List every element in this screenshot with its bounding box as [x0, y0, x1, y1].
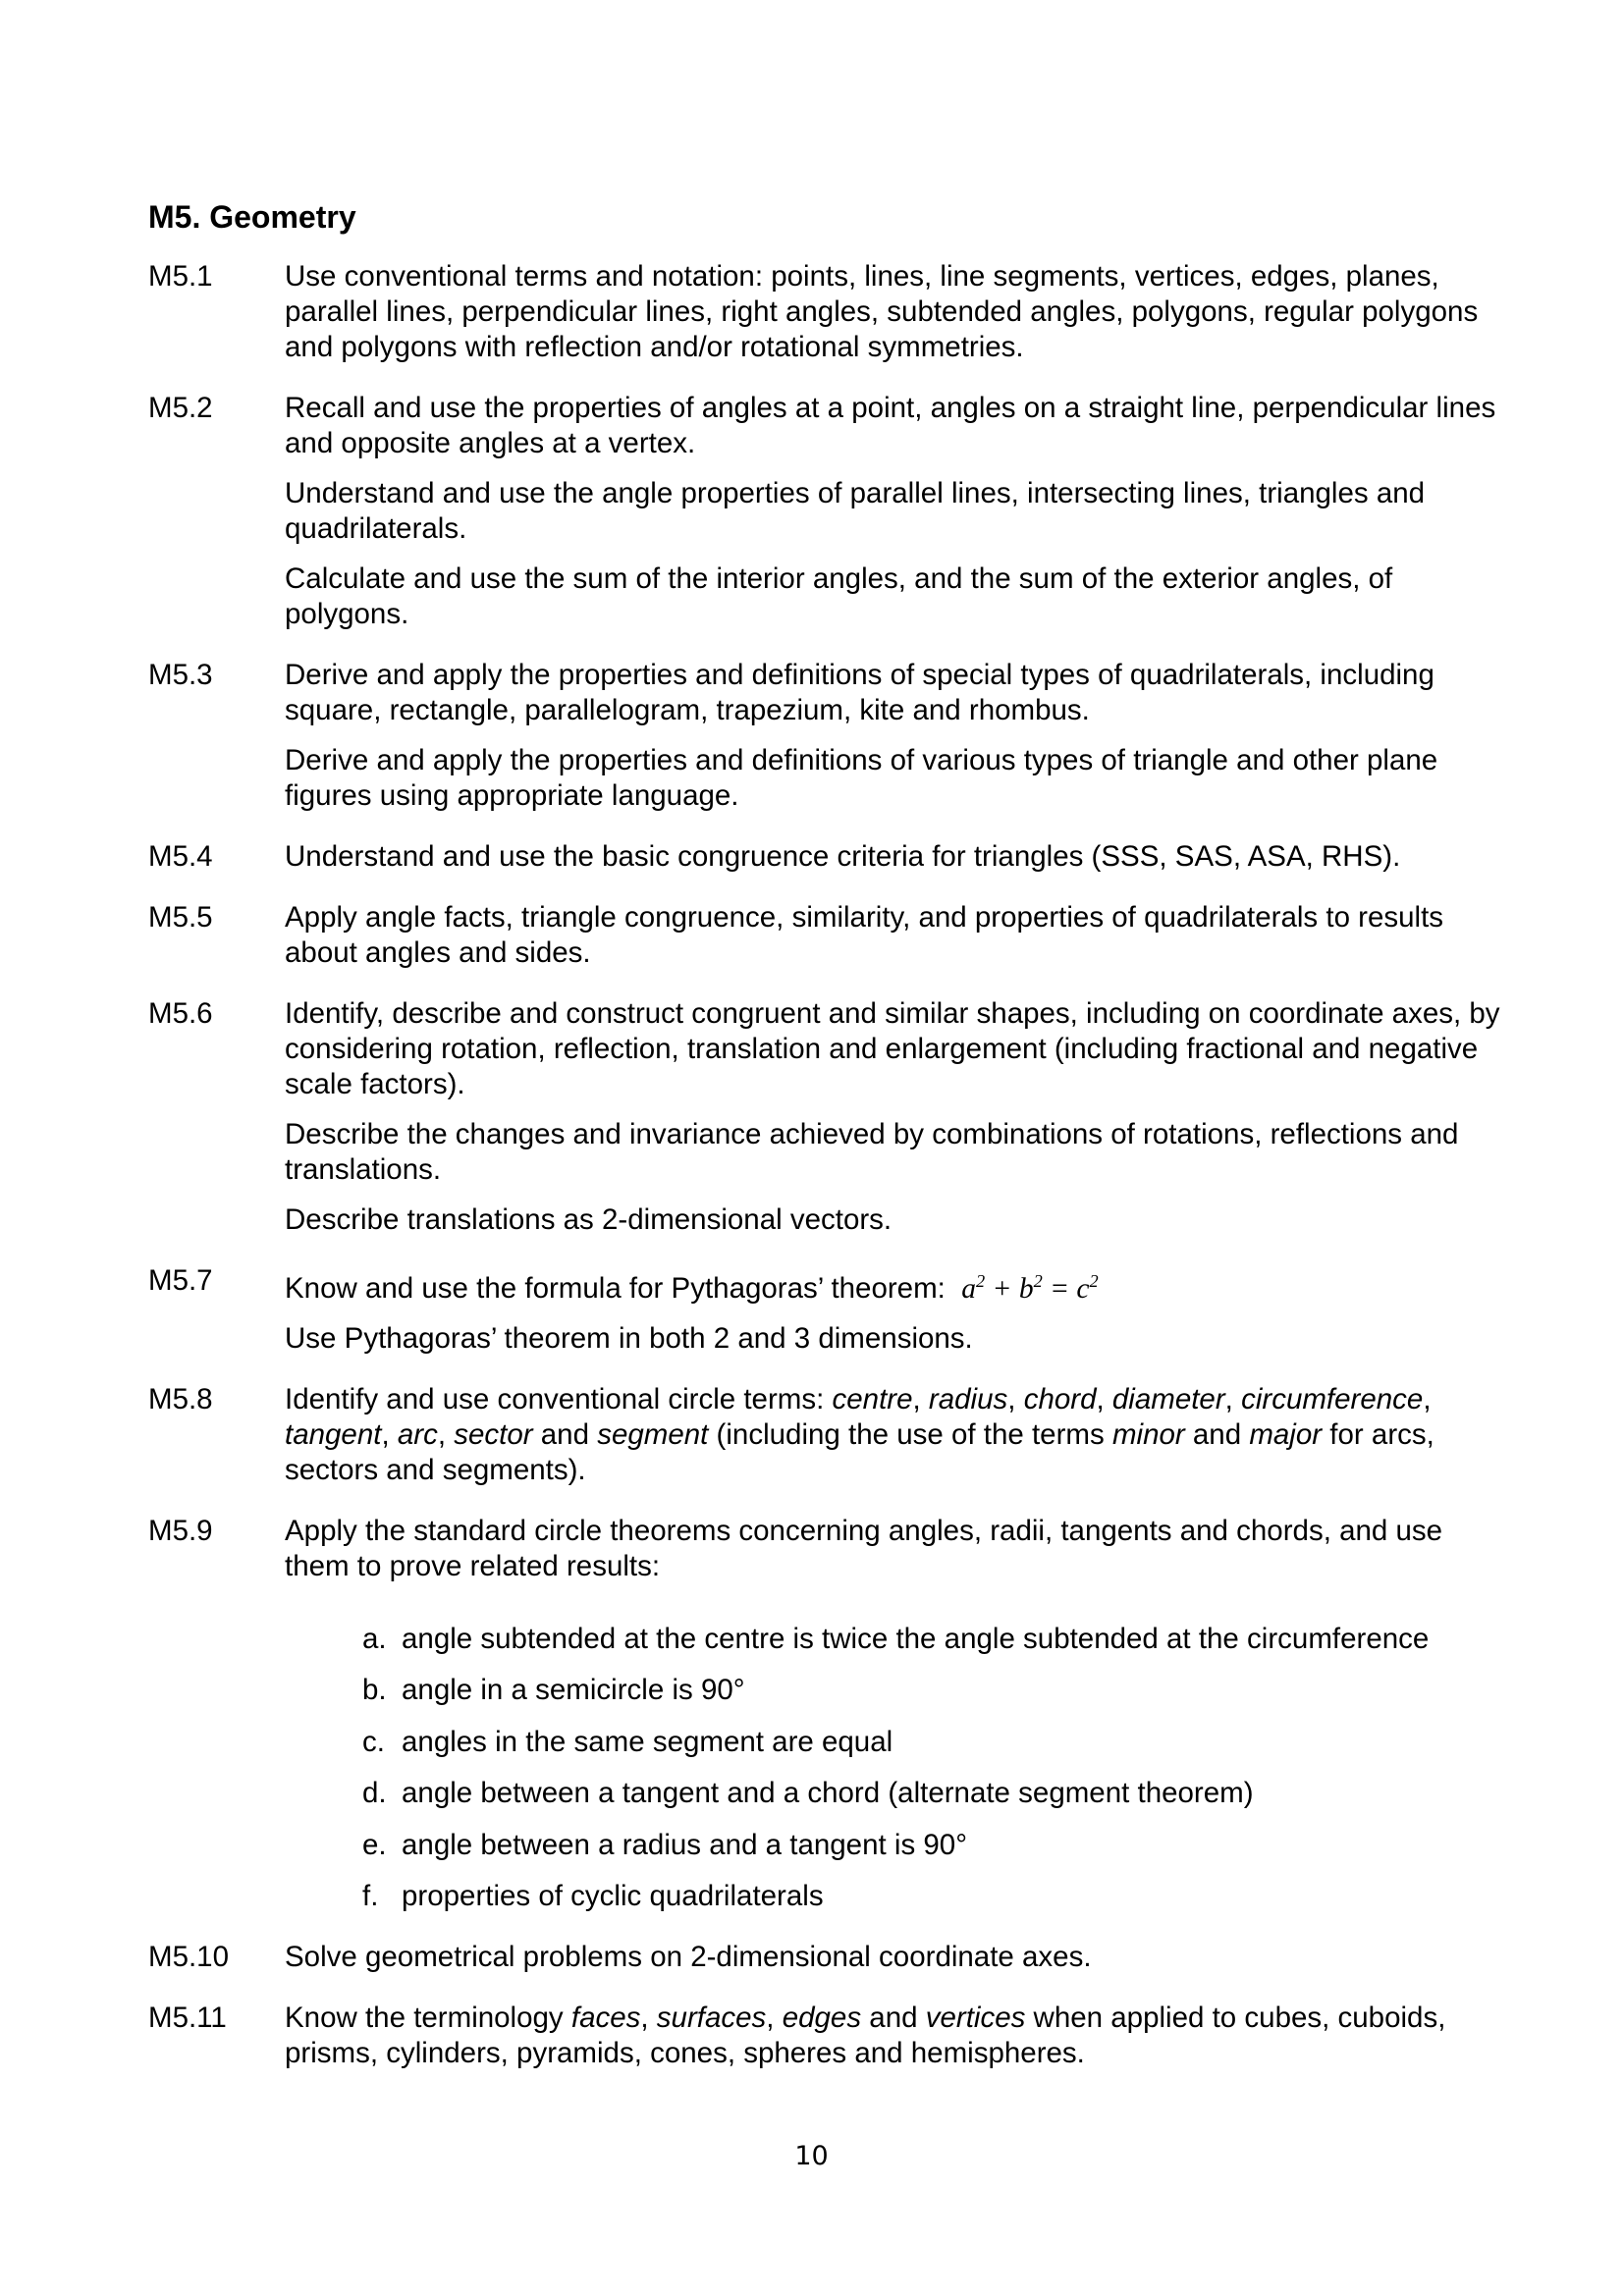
variable-c: c: [1076, 1272, 1090, 1305]
objective-code: M5.3: [148, 659, 213, 691]
objective-row: [148, 259, 1503, 365]
objective-paragraph: [285, 2001, 1503, 2071]
text-run: ,: [912, 1382, 929, 1415]
key-term: minor: [1111, 1417, 1185, 1451]
section-heading: M5. Geometry: [148, 199, 356, 235]
list-text: angle between a tangent and a chord (alternate segment theorem): [402, 1777, 1254, 1810]
objective-paragraph: Derive and apply the properties and definitions of special types of quadrilaterals, including square, rectangle, parallelogram, trapezium, kite and rhombus.: [285, 659, 1434, 726]
objective-code: M5.6: [148, 997, 213, 1030]
text-run: Identify and use conventional circle terms:: [285, 1382, 833, 1415]
objective-row: [148, 2001, 1503, 2071]
objective-paragraph: Use conventional terms and notation: points, lines, line segments, vertices, edges, planes, parallel lines, perpendicular lines, right angles, subtended angles, polygons, regular polygons and polygons with reflection and/or rotational symmetries.: [285, 260, 1479, 363]
key-term: major: [1249, 1417, 1323, 1451]
list-text: angles in the same segment are equal: [402, 1725, 893, 1758]
text-run: and: [532, 1417, 598, 1451]
variable-a: a: [961, 1272, 977, 1305]
key-term: chord: [1023, 1382, 1097, 1415]
objective-body: [285, 996, 1503, 1238]
objective-code: M5.2: [148, 392, 213, 424]
key-term: tangent: [285, 1417, 382, 1451]
objective-row: [148, 1940, 1503, 1975]
theorem-list-item: [362, 1725, 1503, 1760]
key-term: centre: [832, 1382, 913, 1415]
objective-body: [285, 1263, 1503, 1357]
objective-body: [285, 658, 1503, 814]
objective-body: [285, 2001, 1503, 2071]
objective-body: [285, 1382, 1503, 1488]
objective-paragraph: Calculate and use the sum of the interior angles, and the sum of the exterior angles, of polygons.: [285, 562, 1393, 630]
objective-paragraph: Apply the standard circle theorems concerning angles, radii, tangents and chords, and use them to prove related results:: [285, 1514, 1443, 1582]
objective-row: [148, 1382, 1503, 1488]
key-term: diameter: [1111, 1382, 1225, 1415]
key-term: edges: [782, 2002, 862, 2035]
objective-body: [285, 1514, 1503, 1915]
list-text: angle between a radius and a tangent is 90°: [402, 1828, 967, 1861]
text-run: when applied to cubes, cuboids, prisms, cylinders, pyramids, cones, spheres and hemispheres.: [285, 2002, 1446, 2070]
text-run: (including the use of the terms: [708, 1417, 1112, 1451]
text-run: ,: [1007, 1382, 1024, 1415]
text-run: ,: [1096, 1382, 1112, 1415]
objective-row: [148, 839, 1503, 875]
objective-body: [285, 391, 1503, 632]
text-run: ,: [766, 2002, 783, 2035]
objective-code: M5.8: [148, 1382, 213, 1415]
equals-sign: =: [1050, 1272, 1070, 1305]
objective-paragraph: Describe the changes and invariance achieved by combinations of rotations, reflections and translations.: [285, 1118, 1459, 1186]
page-number: 10: [794, 2141, 829, 2171]
objectives-list: [148, 259, 1503, 2097]
list-letter: b.: [362, 1674, 387, 1707]
objective-paragraph: Derive and apply the properties and definitions of various types of triangle and other plane figures using appropriate language.: [285, 744, 1438, 812]
pythagoras-formula: [961, 1273, 1098, 1305]
theorem-list-item: [362, 1622, 1503, 1657]
objective-row: [148, 1263, 1503, 1357]
objective-code: M5.9: [148, 1514, 213, 1547]
text-run: Know the terminology: [285, 2002, 571, 2035]
theorem-list-item: [362, 1673, 1503, 1708]
theorem-list-item: [362, 1879, 1503, 1914]
key-term: radius: [928, 1382, 1008, 1415]
objective-body: [285, 900, 1503, 971]
objective-body: [285, 259, 1503, 365]
text-run: ,: [1224, 1382, 1242, 1415]
plus-sign: +: [992, 1272, 1012, 1305]
list-text: properties of cyclic quadrilaterals: [402, 1880, 824, 1913]
objective-body: [285, 839, 1503, 875]
objective-paragraph: [285, 1382, 1503, 1488]
list-letter: c.: [362, 1725, 385, 1758]
theorem-list-item: [362, 1828, 1503, 1863]
objective-row: [148, 391, 1503, 632]
objective-code: M5.1: [148, 260, 213, 293]
exponent: 2: [1089, 1271, 1099, 1291]
objective-paragraph: Understand and use the angle properties of parallel lines, intersecting lines, triangles and quadrilaterals.: [285, 477, 1426, 545]
list-text: angle in a semicircle is 90°: [402, 1674, 745, 1707]
text-run: ,: [437, 1417, 455, 1451]
key-term: surfaces: [656, 2002, 767, 2035]
objective-paragraph: Understand and use the basic congruence criteria for triangles (SSS, SAS, ASA, RHS).: [285, 840, 1401, 873]
objective-code: M5.11: [148, 2002, 227, 2035]
text-run: and: [861, 2002, 926, 2035]
text-run: for arcs, sectors and segments).: [285, 1417, 1434, 1486]
exponent: 2: [976, 1271, 986, 1291]
objective-row: [148, 900, 1503, 971]
text-run: ,: [1423, 1382, 1432, 1415]
objective-code: M5.7: [148, 1264, 213, 1297]
list-letter: f.: [362, 1880, 379, 1913]
objective-code: M5.5: [148, 901, 213, 934]
theorem-list-item: [362, 1776, 1503, 1811]
objective-paragraph: Apply angle facts, triangle congruence, similarity, and properties of quadrilaterals to results about angles and sides.: [285, 901, 1444, 969]
list-text: angle subtended at the centre is twice the angle subtended at the circumference: [402, 1622, 1430, 1655]
key-term: arc: [397, 1417, 438, 1451]
variable-b: b: [1018, 1272, 1034, 1305]
list-letter: d.: [362, 1777, 387, 1810]
objective-paragraph: Recall and use the properties of angles at a point, angles on a straight line, perpendicular lines and opposite angles at a vertex.: [285, 392, 1496, 459]
key-term: circumference: [1241, 1382, 1424, 1415]
objective-paragraph: [285, 1263, 1503, 1307]
list-letter: e.: [362, 1828, 387, 1861]
formula-label: Know and use the formula for Pythagoras’ theorem:: [285, 1271, 946, 1305]
objective-code: M5.4: [148, 840, 213, 873]
objective-row: [148, 658, 1503, 814]
objective-row: [148, 1514, 1503, 1915]
objective-paragraph: Identify, describe and construct congruent and similar shapes, including on coordinate axes, by considering rotation, reflection, translation and enlargement (including fractional and negative scale factors).: [285, 997, 1500, 1100]
key-term: faces: [570, 2002, 641, 2035]
text-run: ,: [640, 2002, 657, 2035]
objective-body: [285, 1940, 1503, 1975]
key-term: sector: [454, 1417, 533, 1451]
exponent: 2: [1033, 1271, 1043, 1291]
key-term: segment: [597, 1417, 709, 1451]
list-letter: a.: [362, 1622, 387, 1655]
objective-paragraph: Use Pythagoras’ theorem in both 2 and 3 dimensions.: [285, 1321, 973, 1355]
text-run: ,: [381, 1417, 398, 1451]
theorem-list: [362, 1622, 1503, 1915]
objective-code: M5.10: [148, 1941, 229, 1974]
text-run: and: [1184, 1417, 1250, 1451]
objective-paragraph: Solve geometrical problems on 2-dimensional coordinate axes.: [285, 1941, 1092, 1974]
objective-paragraph: Describe translations as 2-dimensional vectors.: [285, 1203, 893, 1236]
objective-row: [148, 996, 1503, 1238]
key-term: vertices: [925, 2002, 1026, 2035]
